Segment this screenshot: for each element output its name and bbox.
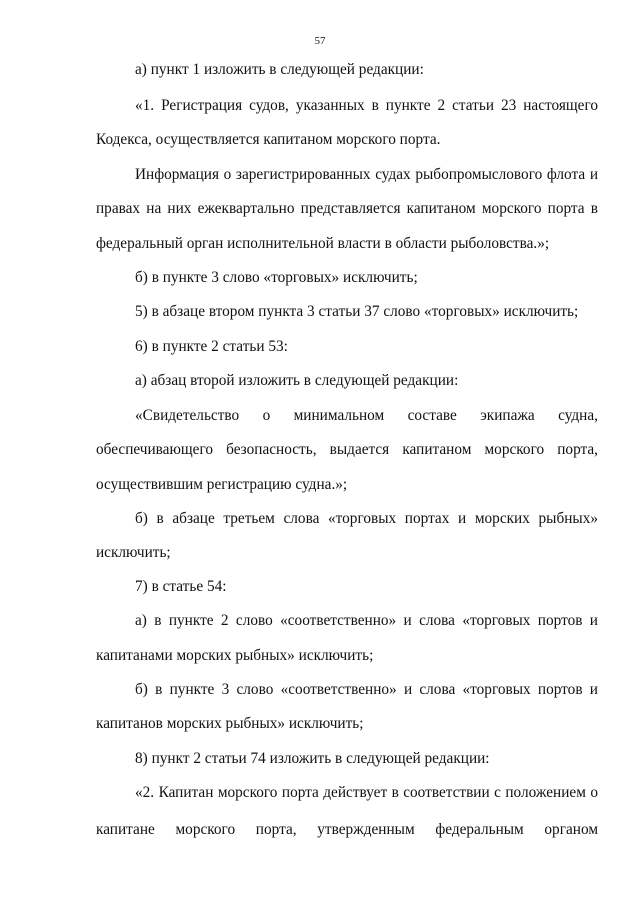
text-line-6: федеральный орган исполнительной власти в области рыболовства.»; [96,235,550,252]
text-line-18: капитанами морских рыбных» исключить; [96,647,374,664]
text-line-1: а) пункт 1 изложить в следующей редакции: [135,61,424,78]
text-line-14: б) в абзаце третьем слова «торговых портах и морских рыбных» [135,510,598,527]
text-line-7: б) в пункте 3 слово «торговых» исключить; [135,269,418,286]
text-line-5: правах на них ежеквартально представляется капитаном морского порта в [96,200,598,217]
text-line-8: 5) в абзаце втором пункта 3 статьи 37 слово «торговых» исключить; [135,303,579,320]
text-line-15: исключить; [96,544,171,561]
text-line-12: обеспечивающего безопасность, выдается капитаном морского порта, [96,441,598,458]
text-line-10: а) абзац второй изложить в следующей редакции: [135,372,459,389]
text-line-2: «1. Регистрация судов, указанных в пункте 2 статьи 23 настоящего [135,97,598,114]
text-line-3: Кодекса, осуществляется капитаном морского порта. [96,131,441,148]
text-line-11: «Свидетельство о минимальном составе экипажа судна, [135,407,598,424]
text-line-22: «2. Капитан морского порта действует в соответствии с положением о [135,784,598,801]
text-line-20: капитанов морских рыбных» исключить; [96,715,364,732]
text-line-23: капитане морского порта, утвержденным федеральным органом [96,821,598,838]
text-line-4: Информация о зарегистрированных судах рыбопромыслового флота и [135,166,598,183]
text-line-17: а) в пункте 2 слово «соответственно» и слова «торговых портов и [135,612,598,629]
text-line-13: осуществившим регистрацию судна.»; [96,476,348,493]
text-line-16: 7) в статье 54: [135,578,227,595]
text-line-9: 6) в пункте 2 статьи 53: [135,338,288,355]
page-number: 57 [314,35,326,47]
text-line-21: 8) пункт 2 статьи 74 изложить в следующей редакции: [135,750,490,767]
text-line-19: б) в пункте 3 слово «соответственно» и слова «торговых портов и [135,681,598,698]
